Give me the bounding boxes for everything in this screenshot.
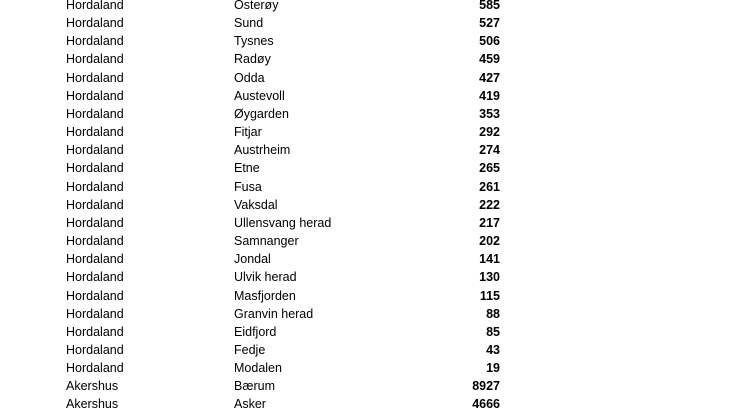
county-cell[interactable]: Hordaland [66, 143, 124, 158]
county-cell[interactable]: Hordaland [66, 324, 124, 339]
county-cell[interactable]: Hordaland [66, 252, 124, 267]
value-cell[interactable]: 88 [486, 306, 500, 321]
value-cell[interactable]: 419 [479, 88, 500, 103]
municipality-cell[interactable]: Odda [234, 70, 265, 85]
county-cell[interactable]: Hordaland [66, 270, 124, 285]
county-cell[interactable]: Hordaland [66, 106, 124, 121]
table-row [0, 268, 746, 286]
county-cell[interactable]: Hordaland [66, 197, 124, 212]
value-cell[interactable]: 217 [479, 215, 500, 230]
county-cell[interactable]: Hordaland [66, 52, 124, 67]
municipality-cell[interactable]: Samnanger [234, 234, 299, 249]
municipality-cell[interactable]: Modalen [234, 361, 282, 376]
value-cell[interactable]: 43 [486, 342, 500, 357]
municipality-cell[interactable]: Fitjar [234, 125, 262, 140]
county-cell[interactable]: Hordaland [66, 342, 124, 357]
municipality-cell[interactable]: Vaksdal [234, 197, 278, 212]
municipality-cell[interactable]: Fedje [234, 342, 266, 357]
value-cell[interactable]: 222 [479, 197, 500, 212]
county-cell[interactable]: Hordaland [66, 70, 124, 85]
table-row [0, 359, 746, 377]
table-row [0, 141, 746, 159]
county-cell[interactable]: Hordaland [66, 0, 124, 12]
value-cell[interactable]: 115 [479, 288, 500, 303]
table-row [0, 341, 746, 359]
municipality-cell[interactable]: Bærum [234, 379, 275, 394]
county-cell[interactable]: Akershus [66, 379, 119, 394]
municipality-cell[interactable]: Etne [234, 161, 260, 176]
municipality-cell[interactable]: Eidfjord [234, 324, 277, 339]
county-cell[interactable]: Hordaland [66, 16, 124, 31]
value-cell[interactable]: 292 [479, 125, 500, 140]
table-row [0, 0, 746, 14]
table-row [0, 32, 746, 50]
table-row [0, 287, 746, 305]
value-cell[interactable]: 353 [479, 106, 500, 121]
value-cell[interactable]: 141 [479, 252, 500, 267]
county-cell[interactable]: Hordaland [66, 125, 124, 140]
table-row [0, 214, 746, 232]
municipality-cell[interactable]: Sund [234, 16, 264, 31]
county-cell[interactable]: Hordaland [66, 361, 124, 376]
value-cell[interactable]: 527 [479, 16, 500, 31]
table-row [0, 87, 746, 105]
value-cell[interactable]: 19 [486, 361, 500, 376]
table-row [0, 105, 746, 123]
municipality-cell[interactable]: Jondal [234, 252, 271, 267]
table-row [0, 159, 746, 177]
value-cell[interactable]: 506 [479, 34, 500, 49]
table-row [0, 14, 746, 32]
municipality-cell[interactable]: Radøy [234, 52, 271, 67]
value-cell[interactable]: 8927 [472, 379, 500, 394]
table-row [0, 305, 746, 323]
county-cell[interactable]: Hordaland [66, 288, 124, 303]
municipality-cell[interactable]: Austrheim [234, 143, 291, 158]
municipality-cell[interactable]: Øygarden [234, 106, 289, 121]
county-cell[interactable]: Hordaland [66, 88, 124, 103]
municipality-cell[interactable]: Austevoll [234, 88, 285, 103]
municipality-cell[interactable]: Ulvik herad [234, 270, 297, 285]
value-cell[interactable]: 274 [479, 143, 500, 158]
municipality-cell[interactable]: Asker [234, 397, 266, 412]
table-row [0, 178, 746, 196]
municipality-cell[interactable]: Ullensvang herad [234, 215, 332, 230]
value-cell[interactable]: 202 [479, 234, 500, 249]
county-cell[interactable]: Hordaland [66, 34, 124, 49]
table-row [0, 323, 746, 341]
county-cell[interactable]: Hordaland [66, 161, 124, 176]
value-cell[interactable]: 130 [479, 270, 500, 285]
county-cell[interactable]: Hordaland [66, 215, 124, 230]
value-cell[interactable]: 427 [479, 70, 500, 85]
table-row [0, 250, 746, 268]
table-row [0, 377, 746, 395]
value-cell[interactable]: 459 [479, 52, 500, 67]
county-cell[interactable]: Akershus [66, 397, 119, 412]
table-row [0, 123, 746, 141]
value-cell[interactable]: 585 [479, 0, 500, 12]
county-cell[interactable]: Hordaland [66, 179, 124, 194]
county-cell[interactable]: Hordaland [66, 306, 124, 321]
table-row [0, 395, 746, 413]
municipality-cell[interactable]: Masfjorden [234, 288, 296, 303]
value-cell[interactable]: 4666 [472, 397, 500, 412]
table-row [0, 50, 746, 68]
value-cell[interactable]: 265 [479, 161, 500, 176]
table-row [0, 196, 746, 214]
municipality-cell[interactable]: Fusa [234, 179, 262, 194]
municipality-cell[interactable]: Tysnes [234, 34, 274, 49]
value-cell[interactable]: 261 [479, 179, 500, 194]
municipality-cell[interactable]: Osterøy [234, 0, 279, 12]
county-cell[interactable]: Hordaland [66, 234, 124, 249]
table-row [0, 232, 746, 250]
table-row [0, 69, 746, 87]
value-cell[interactable]: 85 [486, 324, 500, 339]
municipality-cell[interactable]: Granvin herad [234, 306, 314, 321]
